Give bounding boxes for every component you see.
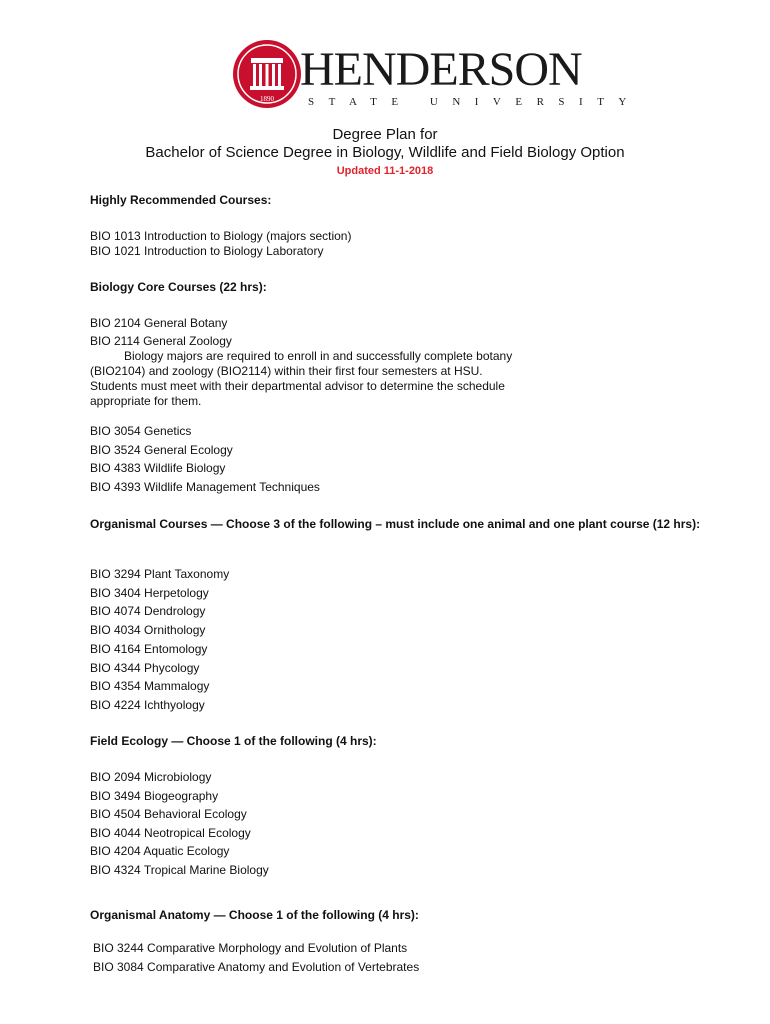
course-bio-4504: BIO 4504 Behavioral Ecology xyxy=(90,807,247,821)
course-bio-3294: BIO 3294 Plant Taxonomy xyxy=(90,567,230,581)
organismal-anatomy-heading: Organismal Anatomy — Choose 1 of the following (4 hrs): xyxy=(90,908,419,922)
page-title: Degree Plan for xyxy=(332,126,438,143)
course-bio-3244: BIO 3244 Comparative Morphology and Evolution of Plants xyxy=(93,941,408,955)
course-bio-3524: BIO 3524 General Ecology xyxy=(90,443,233,457)
core-advising-note xyxy=(90,349,550,409)
course-bio-4204: BIO 4204 Aquatic Ecology xyxy=(90,844,230,858)
course-bio-4393: BIO 4393 Wildlife Management Techniques xyxy=(90,480,320,494)
course-bio-4383: BIO 4383 Wildlife Biology xyxy=(90,461,226,475)
note-line: Biology majors are required to enroll in and successfully complete botany xyxy=(124,349,513,363)
course-bio-4324: BIO 4324 Tropical Marine Biology xyxy=(90,863,269,877)
course-bio-4164: BIO 4164 Entomology xyxy=(90,642,208,656)
biology-core-heading: Biology Core Courses (22 hrs): xyxy=(90,280,267,294)
updated-date: Updated 11-1-2018 xyxy=(336,165,434,177)
note-line: appropriate for them. xyxy=(90,394,202,408)
course-bio-1021: BIO 1021 Introduction to Biology Laboratory xyxy=(90,244,324,258)
course-bio-4344: BIO 4344 Phycology xyxy=(90,661,200,675)
highly-recommended-heading: Highly Recommended Courses: xyxy=(90,193,272,207)
field-ecology-heading: Field Ecology — Choose 1 of the following (4 hrs): xyxy=(90,734,377,748)
seal-year: 1890 xyxy=(260,95,274,103)
university-subtitle: STATE UNIVERSITY xyxy=(308,96,641,108)
course-bio-3494: BIO 3494 Biogeography xyxy=(90,789,219,803)
note-line: (BIO2104) and zoology (BIO2114) within their first four semesters at HSU. xyxy=(90,364,483,378)
course-bio-4224: BIO 4224 Ichthyology xyxy=(90,698,205,712)
organismal-courses-heading: Organismal Courses — Choose 3 of the following – must include one animal and one plant course (12 hrs): xyxy=(90,517,701,531)
course-bio-1013: BIO 1013 Introduction to Biology (majors section) xyxy=(90,229,352,243)
degree-title: Bachelor of Science Degree in Biology, Wildlife and Field Biology Option xyxy=(145,144,625,161)
course-bio-4354: BIO 4354 Mammalogy xyxy=(90,679,210,693)
course-bio-4044: BIO 4044 Neotropical Ecology xyxy=(90,826,251,840)
university-wordmark: HENDERSON xyxy=(300,43,582,96)
course-bio-3404: BIO 3404 Herpetology xyxy=(90,586,209,600)
course-bio-2114: BIO 2114 General Zoology xyxy=(90,334,232,348)
title-block xyxy=(0,126,770,179)
course-bio-4074: BIO 4074 Dendrology xyxy=(90,604,206,618)
university-seal-icon xyxy=(232,38,302,113)
course-bio-2094: BIO 2094 Microbiology xyxy=(90,770,212,784)
course-bio-3084: BIO 3084 Comparative Anatomy and Evolution of Vertebrates xyxy=(93,960,420,974)
course-bio-3054: BIO 3054 Genetics xyxy=(90,424,192,438)
course-bio-4034: BIO 4034 Ornithology xyxy=(90,623,206,637)
course-bio-2104: BIO 2104 General Botany xyxy=(90,316,228,330)
note-line: Students must meet with their departmental advisor to determine the schedule xyxy=(90,379,505,393)
henderson-logo xyxy=(232,38,641,113)
